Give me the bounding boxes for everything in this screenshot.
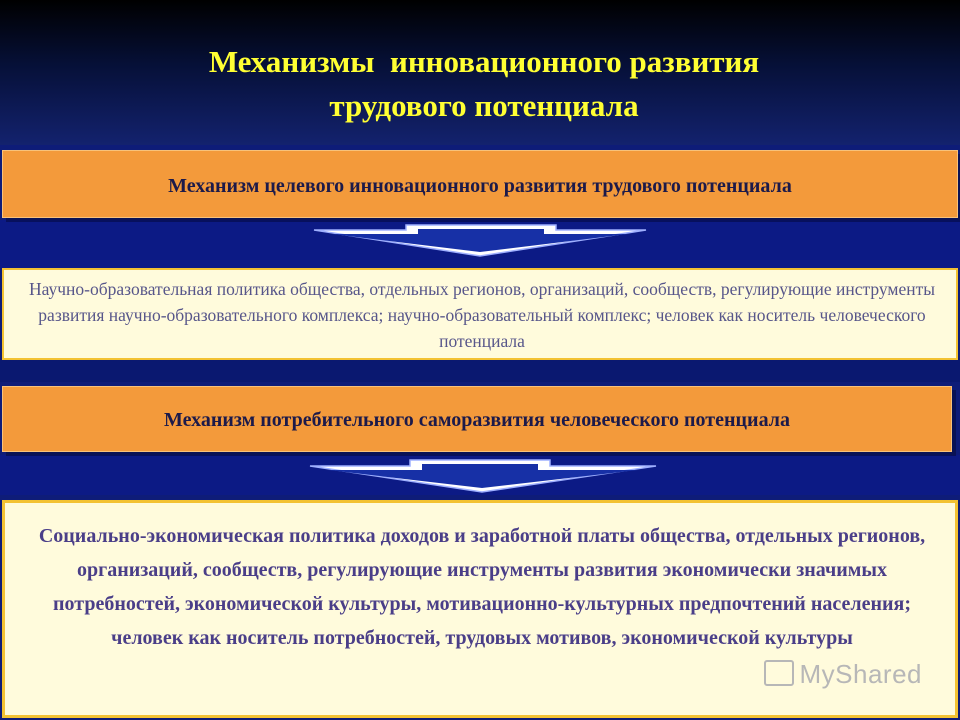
mechanism-1-title: Механизм целевого инновационного развития трудового потенциала (168, 175, 792, 197)
mechanism-2-title: Механизм потребительного саморазвития человеческого потенциала (164, 409, 790, 431)
title-line-2: трудового потенциала (329, 88, 639, 123)
mechanism-1-description: Научно-образовательная политика общества, отдельных регионов, организаций, сообществ, регулирующие инструменты развития научно-образовательного комплекса; научно-образовательный комплекс; человек как носитель человеческого потенциала (28, 279, 936, 351)
slide-title (0, 40, 960, 128)
watermark (764, 659, 923, 690)
mechanism-2-header (2, 386, 952, 452)
mechanism-1-header (2, 150, 958, 218)
mechanism-2-description: Социально-экономическая политика доходов и заработной платы общества, отдельных регионов, организаций, сообществ, регулирующие инструменты развития экономически значимых потребностей, экономической культуры, мотивационно-культурных предпочтений населения; человек как носитель потребностей, трудовых мотивов, экономической культуры (38, 525, 926, 649)
down-arrow-icon (310, 222, 650, 260)
title-line-1: Механизмы инновационного развития (208, 44, 760, 79)
mechanism-1-description-box (2, 268, 958, 360)
presentation-icon (764, 660, 794, 686)
down-arrow-icon (306, 458, 660, 496)
watermark-text: MyShared (799, 659, 922, 689)
divider-band (0, 360, 960, 382)
